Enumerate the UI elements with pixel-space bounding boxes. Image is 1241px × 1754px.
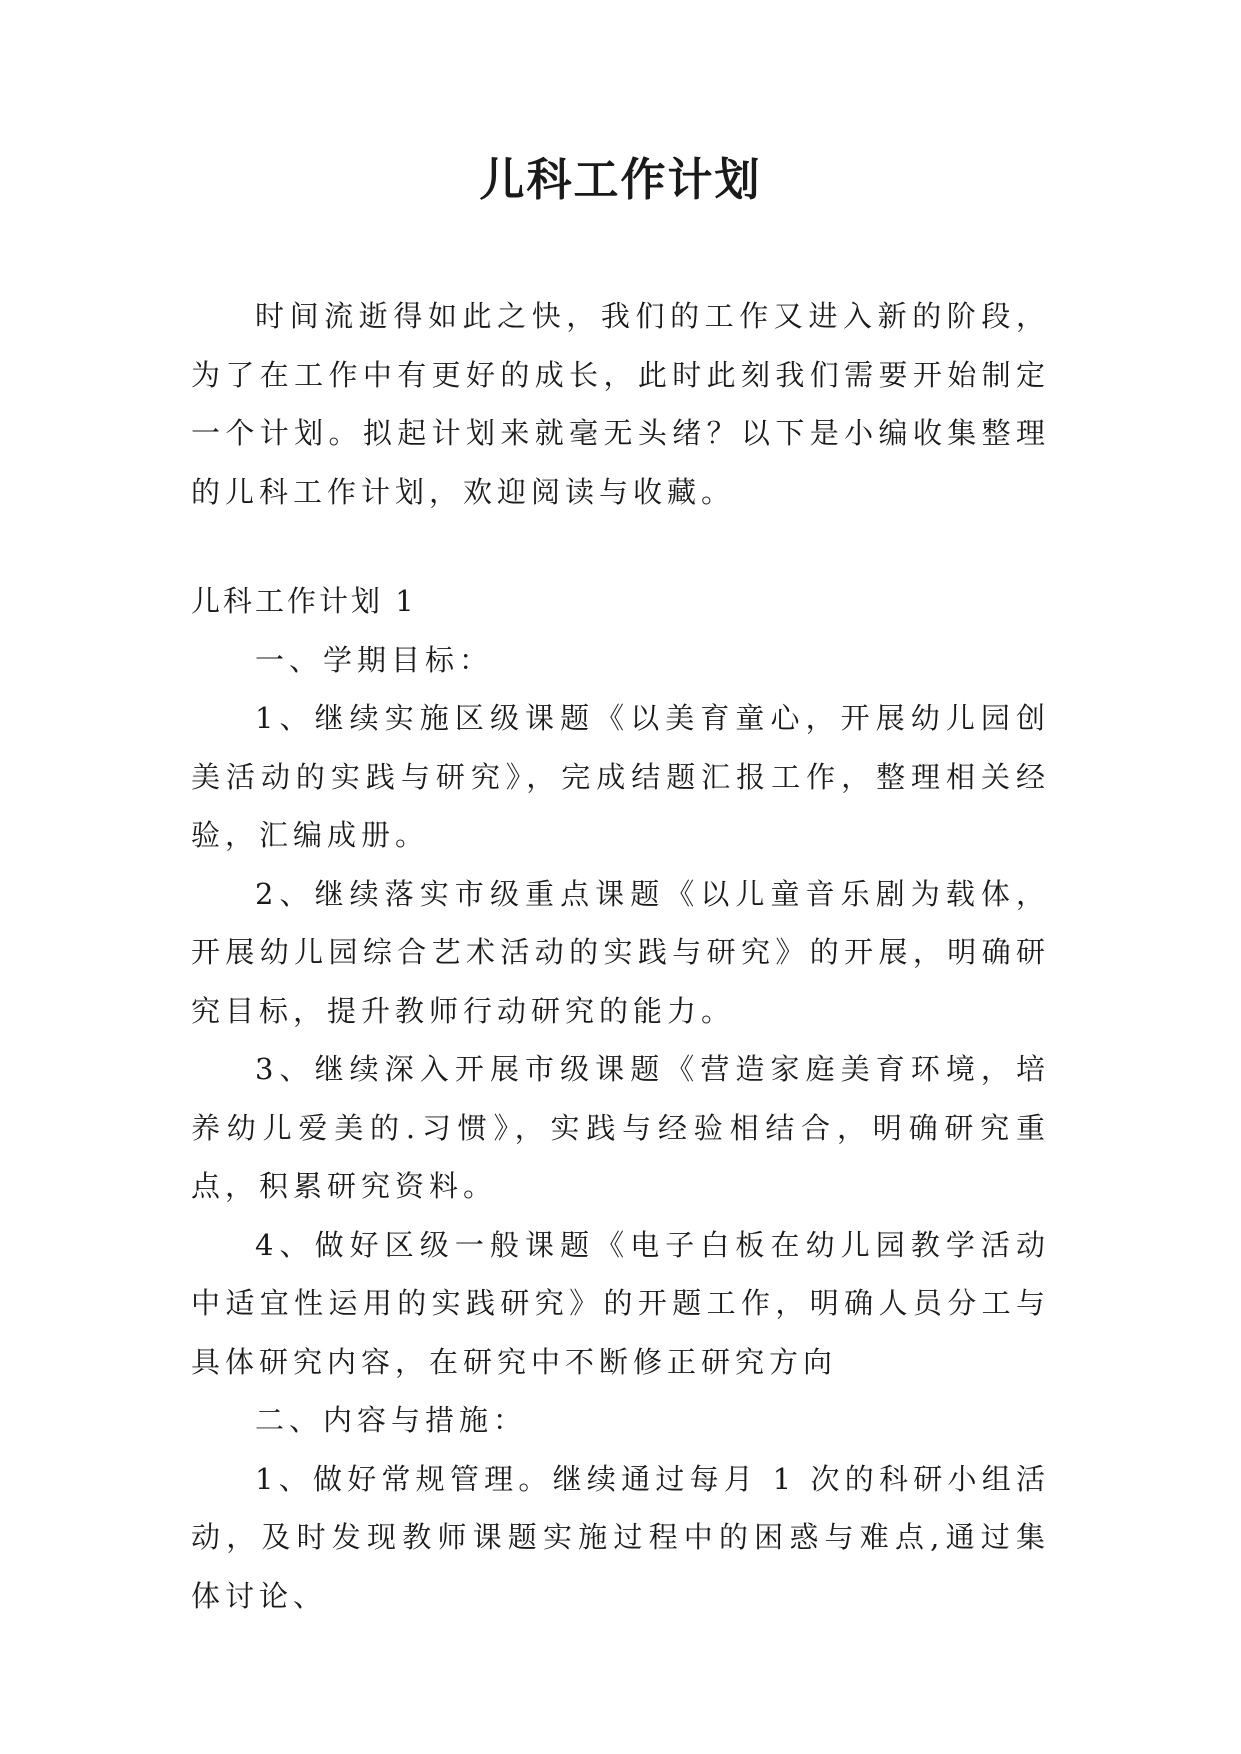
section-heading: 儿科工作计划 1 <box>191 584 417 618</box>
heading-content-measures: 二、内容与措施： <box>255 1403 528 1437</box>
goal-paragraph-3: 3、继续深入开展市级课题《营造家庭美育环境，培养幼儿爱美的.习惯》，实践与经验相结合，明确研究重点，积累研究资料。 <box>191 1052 1050 1203</box>
goal-paragraph-2: 2、继续落实市级重点课题《以儿童音乐剧为载体，开展幼儿园综合艺术活动的实践与研究》的开展，明确研究目标，提升教师行动研究的能力。 <box>191 876 1050 1028</box>
intro-paragraph: 时间流逝得如此之快，我们的工作又进入新的阶段，为了在工作中有更好的成长，此时此刻我们需要开始制定一个计划。拟起计划来就毫无头绪？以下是小编收集整理的儿科工作计划，欢迎阅读与收藏。 <box>191 299 1050 509</box>
heading-semester-goals: 一、学期目标： <box>255 642 494 677</box>
goal-paragraph-4: 4、做好区级一般课题《电子白板在幼儿园教学活动中适宜性运用的实践研究》的开题工作，明确人员分工与具体研究内容，在研究中不断修正研究方向 <box>191 1227 1050 1379</box>
goal-paragraph-1: 1、继续实施区级课题《以美育童心，开展幼儿园创美活动的实践与研究》，完成结题汇报工作，整理相关经验，汇编成册。 <box>191 701 1050 852</box>
document-title: 儿科工作计划 <box>479 153 762 206</box>
measure-paragraph-1: 1、做好常规管理。继续通过每月 1 次的科研小组活动，及时发现教师课题实施过程中的困惑与难点,通过集体讨论、 <box>191 1461 1050 1613</box>
document-body <box>191 287 1050 1625</box>
